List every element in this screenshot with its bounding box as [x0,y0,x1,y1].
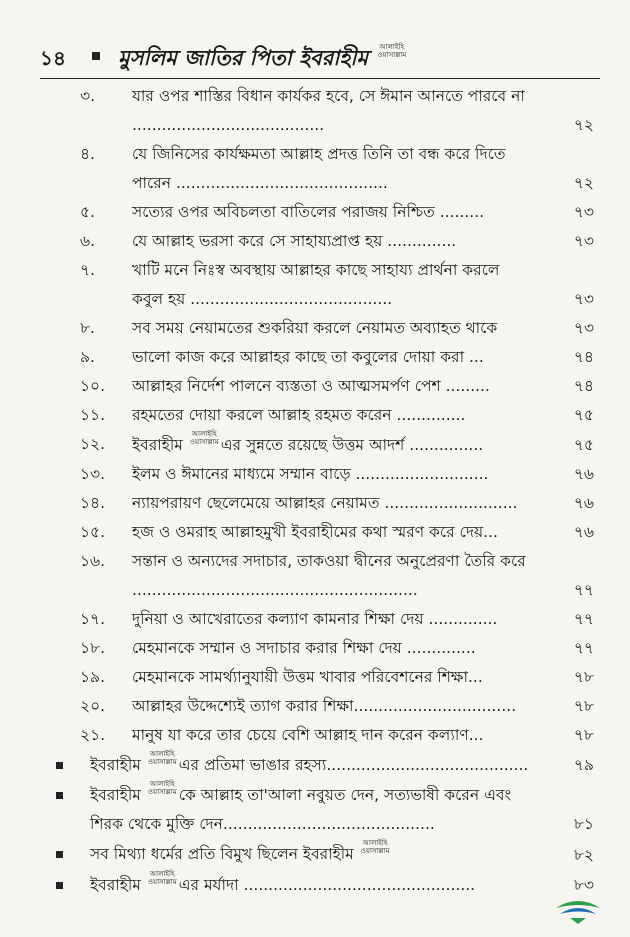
toc-entry-title: সন্তান ও অন্যদের সদাচার, তাকওয়া দ্বীনের অনুপ্রেরণা তৈরি করে .......................................................... [132,552,526,600]
toc-entry[interactable]: ৭. খাটি মনে নিঃস্ব অবস্থায় আল্লাহর কাছে সাহায্য প্রার্থনা করলে কবুল হয় ......................................... ৭৩ [54,256,594,314]
toc-entry-page: ৭৭ [573,581,594,600]
toc-entry-page: ৭৪ [573,348,594,366]
toc-entry[interactable]: ৩. যার ওপর শাস্তির বিধান কার্যকর হবে, সে ঈমান আনতে পারবে না ....................................... ৭২ [54,82,594,140]
toc-entry[interactable]: ১০. আল্লাহর নির্দেশ পালনে ব্যস্ততা ও আত্মসমর্পণ পেশ ......... ৭৪ [54,372,594,401]
page-header [40,38,600,79]
toc-entry[interactable]: ৬. যে আল্লাহ ভরসা করে সে সাহায্যপ্রাপ্ত হয় .............. ৭৩ [54,227,594,256]
header-bullet-icon [92,52,100,60]
toc-entry-page: ৭২ [573,116,594,134]
toc-entry-title: দুনিয়া ও আখেরাতের কল্যাণ কামনার শিক্ষা দেয় .............. [132,610,498,629]
toc-entry-title: যার ওপর শাস্তির বিধান কার্যকর হবে, সে ঈমান আনতে পারবে না ....................................... [132,87,525,134]
toc-entry-title: যে আল্লাহ ভরসা করে সে সাহায্যপ্রাপ্ত হয় .............. [132,232,457,250]
toc-entry-title: আল্লাহর নির্দেশ পালনে ব্যস্ততা ও আত্মসমর্পণ পেশ ......... [132,377,490,395]
toc-entry-title: আল্লাহর উদ্দেশ্যেই ত্যাগ করার শিক্ষা................................. [132,697,517,716]
toc-entry-title: সব মিথ্যা ধর্মের প্রতি বিমুখ ছিলেন ইবরাহীম আলাইহি ওয়াসাল্লাম [90,839,390,864]
toc-entry[interactable]: ১৫. হজ ও ওমরাহ আল্লাহমুখী ইবরাহীমের কথা স্মরণ করে দেয়... ৭৬ [54,518,594,547]
toc-entry-title: খাটি মনে নিঃস্ব অবস্থায় আল্লাহর কাছে সাহায্য প্রার্থনা করলে কবুল হয় ......................................... [132,261,500,308]
toc-entry-page: ৭৮ [573,697,594,716]
toc-entry-page: ৭৩ [573,319,594,337]
publisher-logo-icon [552,878,604,926]
toc-entry-title: মানুষ যা করে তার চেয়ে বেশি আল্লাহ দান করেন কল্যাণ... [132,726,484,745]
toc-entry-page: ৭৭ [573,639,594,658]
toc-bullet-entry[interactable] [54,750,594,780]
toc-entry-page: ৭৬ [573,494,594,513]
square-bullet-icon [56,851,63,858]
toc-entry-title: ইবরাহীম আলাইহি ওয়াসাল্লাম এর সুন্নতে রয়েছে উত্তম আদর্শ ............... [132,430,484,455]
toc-entry[interactable]: ৫. সত্যের ওপর অবিচলতা বাতিলের পরাজয় নিশ্চিত ......... ৭৩ [54,198,594,227]
toc-entry-title: ইবরাহীম আলাইহি ওয়াসাল্লাম এর মর্যাদা ............................................... [90,869,476,894]
honorific-mark: আলাইহি ওয়াসাল্লাম [147,869,177,886]
toc-entry-page: ৭৬ [573,465,594,484]
toc-bullet-entry[interactable] [54,839,594,869]
toc-entry-page: ৭৮ [573,668,594,687]
running-title [118,42,408,77]
toc-entry-title: ইবরাহীম আলাইহি ওয়াসাল্লাম কে আল্লাহ তা'আলা নবুয়ত দেন, সত্যভাষী করেন এবং শিরক থেকে মুক্তি দেন........................................... [90,780,512,834]
toc-entry-page: ৭৩ [573,203,594,221]
toc-entry-title: হজ ও ওমরাহ আল্লাহমুখী ইবরাহীমের কথা স্মরণ করে দেয়... [132,523,498,542]
toc-entry-page: ৮১ [573,815,594,834]
honorific-mark: আলাইহি ওয়াসাল্লাম [377,43,407,59]
toc-entry-page: ৭৮ [573,726,594,745]
toc-entry[interactable]: ৪. যে জিনিসের কার্যক্ষমতা আল্লাহ প্রদত্ত তিনি তা বন্ধ করে দিতে পারেন ........................................... ৭২ [54,140,594,198]
page-number: ১৪ [40,46,66,70]
toc-entry-title: ন্যায়পরায়ণ ছেলেমেয়ে আল্লাহর নেয়ামত ........................... [132,494,518,513]
toc-entry-title: সব সময় নেয়ামতের শুকরিয়া করলে নেয়ামত অব্যাহত থাকে [132,319,498,337]
toc-entry-page: ৭৭ [573,610,594,629]
toc-entry[interactable]: ১১. রহমতের দোয়া করলে আল্লাহ রহমত করেন .............. ৭৫ [54,401,594,430]
toc-entry-title: ইবরাহীম আলাইহি ওয়াসাল্লাম এর প্রতিমা ভাঙার রহস্য......................................... [90,750,529,775]
toc-entry-page: ৭৩ [573,232,594,250]
toc-entry-page: ৮২ [573,845,594,864]
square-bullet-icon [56,792,63,799]
honorific-mark: আলাইহি ওয়াসাল্লাম [189,430,219,446]
toc-entry[interactable]: ২১. মানুষ যা করে তার চেয়ে বেশি আল্লাহ দান করেন কল্যাণ... ৭৮ [54,721,594,750]
running-title-text: মুসলিম জাতির পিতা ইবরাহীম [118,46,369,70]
toc-entry-page: ৭৫ [573,436,594,455]
toc-entry[interactable]: ১৬. সন্তান ও অন্যদের সদাচার, তাকওয়া দ্বীনের অনুপ্রেরণা তৈরি করে .......................................................... ৭৭ [54,547,594,605]
toc-entry-title: ইলম ও ঈমানের মাধ্যমে সম্মান বাড়ে ........................... [132,465,489,484]
toc-entry-page: ৭৬ [573,523,594,542]
toc-entry-title: রহমতের দোয়া করলে আল্লাহ রহমত করেন .............. [132,406,466,424]
honorific-mark: আলাইহি ওয়াসাল্লাম [147,780,177,797]
toc-entry[interactable]: ৯. ভালো কাজ করে আল্লাহর কাছে তা কবুলের দোয়া করা ... ৭৪ [54,343,594,372]
square-bullet-icon [56,762,63,769]
square-bullet-icon [56,882,63,889]
toc-entry-page: ৭৯ [573,756,594,775]
toc-entry-title: সত্যের ওপর অবিচলতা বাতিলের পরাজয় নিশ্চিত ......... [132,203,485,221]
toc-entry-title: ভালো কাজ করে আল্লাহর কাছে তা কবুলের দোয়া করা ... [132,348,484,366]
toc-entry-page: ৭৩ [573,290,594,308]
toc-entry-page: ৮৩ [573,875,594,894]
toc-entry-title: মেহমানকে সম্মান ও সদাচার করার শিক্ষা দেয় .............. [132,639,476,658]
toc-entry[interactable]: ১৪. ন্যায়পরায়ণ ছেলেমেয়ে আল্লাহর নেয়ামত ........................... ৭৬ [54,489,594,518]
toc-entry[interactable]: ২০. আল্লাহর উদ্দেশ্যেই ত্যাগ করার শিক্ষা................................. ৭৮ [54,692,594,721]
toc-entry-title: যে জিনিসের কার্যক্ষমতা আল্লাহ প্রদত্ত তিনি তা বন্ধ করে দিতে পারেন ........................................... [132,145,506,192]
toc-entry-page: ৭২ [573,174,594,192]
toc-entry-title: মেহমানকে সামর্থ্যানুযায়ী উত্তম খাবার পরিবেশনের শিক্ষা... [132,668,483,687]
toc-entry[interactable]: ৮. সব সময় নেয়ামতের শুকরিয়া করলে নেয়ামত অব্যাহত থাকে ৭৩ [54,314,594,343]
honorific-mark: আলাইহি ওয়াসাল্লাম [360,839,390,856]
toc-entry-page: ৭৫ [573,406,594,424]
toc-entry[interactable]: ১৯. মেহমানকে সামর্থ্যানুযায়ী উত্তম খাবার পরিবেশনের শিক্ষা... ৭৮ [54,663,594,692]
toc-entry[interactable]: ১২. ইবরাহীম আলাইহি ওয়াসাল্লাম এর সুন্নতে রয়েছে উত্তম আদর্শ ............... ৭৫ [54,430,594,460]
toc-bullet-entry[interactable] [54,870,594,900]
table-of-contents [54,82,594,900]
toc-entry[interactable]: ১৭. দুনিয়া ও আখেরাতের কল্যাণ কামনার শিক্ষা দেয় .............. ৭৭ [54,605,594,634]
toc-bullet-entry[interactable] [54,780,594,839]
toc-entry[interactable]: ১৩. ইলম ও ঈমানের মাধ্যমে সম্মান বাড়ে ........................... ৭৬ [54,460,594,489]
toc-entry-page: ৭৪ [573,377,594,395]
honorific-mark: আলাইহি ওয়াসাল্লাম [147,750,177,767]
toc-entry[interactable]: ১৮. মেহমানকে সম্মান ও সদাচার করার শিক্ষা দেয় .............. ৭৭ [54,634,594,663]
